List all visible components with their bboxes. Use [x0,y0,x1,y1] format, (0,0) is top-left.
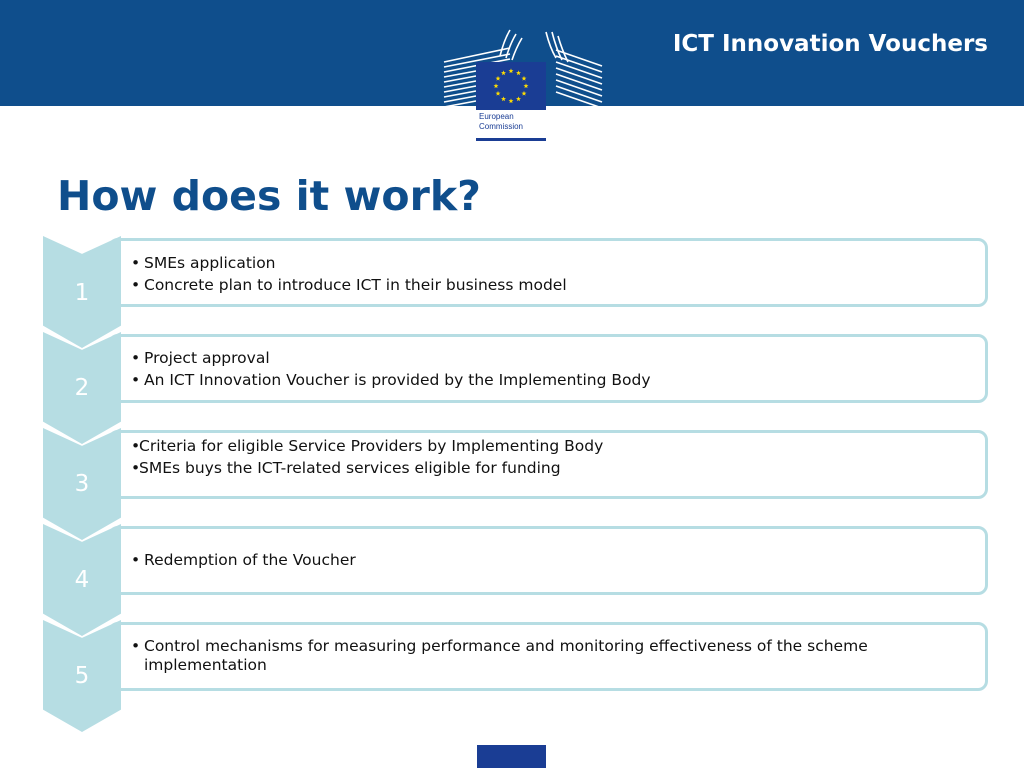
step-2-number: 2 [74,375,90,401]
step-1-number: 1 [74,280,90,306]
bottom-eu-flag-tab [477,745,546,768]
step-4-number: 4 [74,567,90,593]
step-2-bullet-2: • An ICT Innovation Voucher is provided by the Implementing Body [131,370,651,389]
step-1-bullets [131,253,567,296]
step-3-bullet-2: • SMEs buys the ICT-related services eligible for funding [131,458,561,477]
logo-text [479,112,545,132]
step-3-number: 3 [74,471,90,497]
logo-text-line1: European [479,112,514,121]
step-5-number: 5 [74,663,90,689]
eu-flag-icon [476,62,546,110]
step-4-bullet-1: • Redemption of the Voucher [131,551,356,569]
logo-underline [476,138,546,141]
step-1-bullet-1: • SMEs application [131,254,276,272]
step-1-bullet-2: • Concrete plan to introduce ICT in their business model [131,275,567,294]
step-5-bullet-1: • Control mechanisms for measuring performance and monitoring effectiveness of the scheme implementation [131,637,868,674]
step-3-bullet-1: • Criteria for eligible Service Providers by Implementing Body [131,437,604,455]
step-4-bullets [131,550,356,572]
header-title: ICT Innovation Vouchers [672,31,988,57]
page-title: How does it work? [57,172,481,220]
step-2-bullets [131,348,651,391]
step-2-bullet-1: • Project approval [131,349,270,367]
logo-text-line2: Commission [479,122,524,131]
step-3-bullets [131,436,603,479]
step-5-bullets [131,637,966,675]
